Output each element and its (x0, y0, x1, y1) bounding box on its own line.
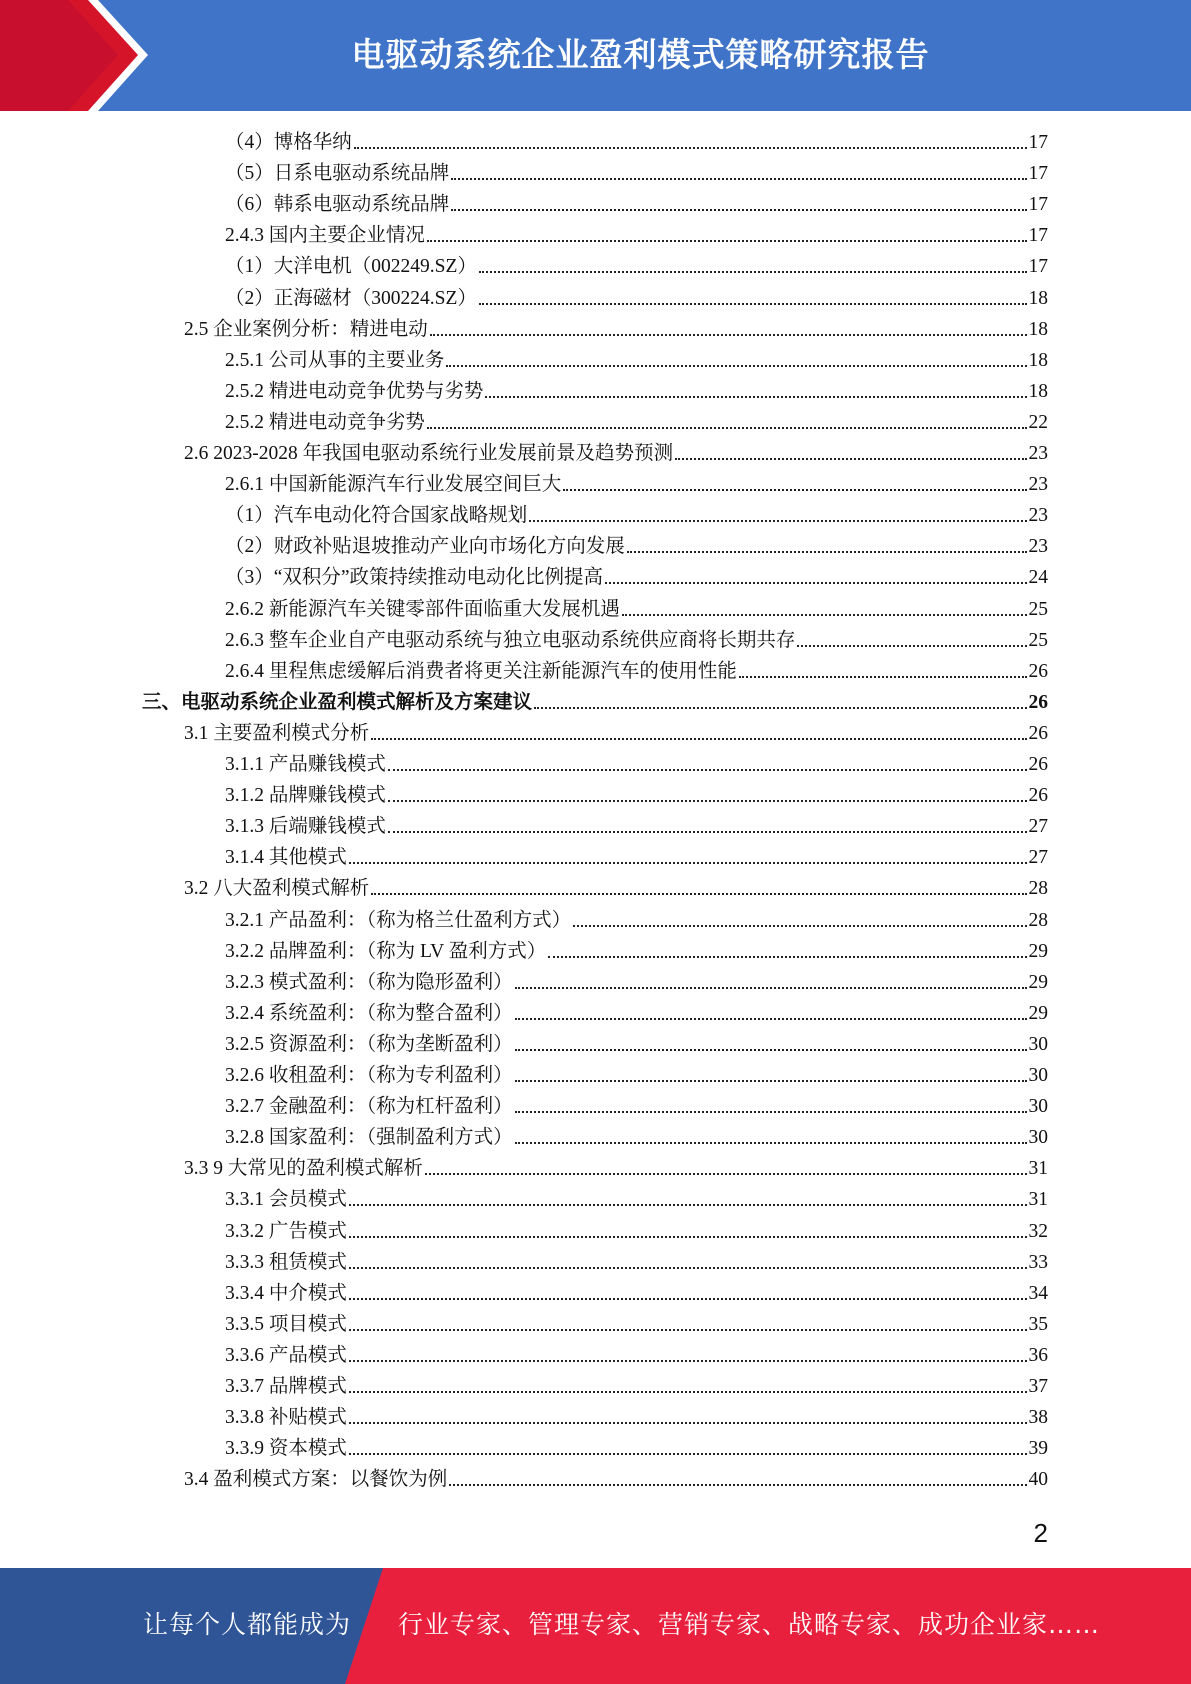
toc-dot-leader (739, 675, 1027, 678)
toc-entry-label: 2.5 企业案例分析：精进电动 (184, 318, 428, 340)
toc-entry-label: 2.6.1 中国新能源汽车行业发展空间巨大 (225, 474, 562, 496)
toc-entry-label: 2.6 2023-2028 年我国电驱动系统行业发展前景及趋势预测 (184, 443, 674, 464)
toc-entry[interactable] (225, 656, 1048, 687)
toc-entry[interactable] (225, 811, 1048, 842)
toc-entry[interactable] (225, 625, 1048, 656)
toc-entry-page: 23 (1028, 443, 1048, 464)
toc-dot-leader (388, 830, 1027, 833)
toc-entry-page: 37 (1028, 1376, 1048, 1397)
toc-dot-leader (675, 457, 1026, 460)
toc-entry[interactable] (225, 1216, 1048, 1247)
toc-entry-label: （4）博格华纳 (225, 132, 352, 153)
toc-entry[interactable] (225, 376, 1048, 407)
toc-entry-page: 26 (1028, 754, 1048, 775)
toc-entry[interactable] (225, 842, 1048, 873)
toc-entry-label: 2.6.4 里程焦虑缓解后消费者将更关注新能源汽车的使用性能 (225, 660, 737, 682)
toc-entry[interactable] (225, 967, 1048, 998)
toc-entry-label: （6）韩系电驱动系统品牌 (225, 194, 450, 216)
toc-entry[interactable] (225, 594, 1048, 625)
toc-entry[interactable] (225, 1340, 1048, 1371)
toc-entry[interactable] (184, 438, 1048, 469)
toc-entry-page: 25 (1028, 598, 1048, 620)
toc-dot-leader (349, 1328, 1027, 1331)
toc-dot-leader (605, 581, 1026, 584)
toc-entry-page: 32 (1028, 1220, 1048, 1242)
toc-entry[interactable] (225, 1309, 1048, 1340)
toc-entry-page: 29 (1028, 1002, 1048, 1024)
toc-dot-leader (515, 1048, 1027, 1051)
toc-entry-page: 23 (1028, 474, 1048, 496)
toc-dot-leader (349, 1203, 1027, 1206)
toc-dot-leader (349, 1452, 1027, 1455)
toc-entry-page: 24 (1028, 567, 1048, 589)
footer-slogan-left: 让每个人都能成为 (143, 1610, 352, 1639)
toc-entry-label: 3.3.9 资本模式 (225, 1438, 347, 1460)
toc-entry-label: 3.3.6 产品模式 (225, 1344, 347, 1366)
toc-entry-label: 2.5.2 精进电动竞争劣势 (225, 411, 425, 433)
toc-entry-page: 18 (1028, 318, 1048, 340)
toc-dot-leader (534, 706, 1026, 709)
toc-dot-leader (451, 177, 1026, 180)
toc-entry[interactable] (225, 251, 1048, 282)
toc-entry[interactable] (225, 1060, 1048, 1091)
toc-entry-label: 2.6.2 新能源汽车关键零部件面临重大发展机遇 (225, 598, 620, 620)
toc-dot-leader (515, 1110, 1027, 1113)
page-number: 2 (1033, 1518, 1048, 1548)
toc-dot-leader (354, 146, 1027, 149)
toc-entry-page: 35 (1028, 1313, 1048, 1335)
toc-entry[interactable] (225, 127, 1048, 158)
toc-entry[interactable] (225, 1122, 1048, 1153)
toc-dot-leader (515, 1141, 1027, 1144)
toc-dot-leader (446, 364, 1026, 367)
toc-dot-leader (449, 1483, 1026, 1486)
toc-entry[interactable] (225, 407, 1048, 438)
toc-entry-label: 3.3.7 品牌模式 (225, 1376, 347, 1397)
toc-entry-page: 17 (1028, 163, 1048, 185)
toc-entry-label: 2.6.3 整车企业自产电驱动系统与独立电驱动系统供应商将长期共存 (225, 629, 796, 651)
toc-entry-label: 3.2.6 收租盈利：（称为专利盈利） (225, 1065, 513, 1086)
toc-dot-leader (622, 613, 1027, 616)
toc-entry[interactable] (225, 1091, 1048, 1122)
toc-entry-label: 3.1.4 其他模式 (225, 847, 347, 869)
toc-entry[interactable] (225, 283, 1048, 314)
toc-entry-page: 17 (1028, 132, 1048, 153)
toc-entry[interactable] (225, 1029, 1048, 1060)
toc-dot-leader (427, 426, 1027, 429)
toc-entry[interactable] (225, 500, 1048, 531)
toc-entry-page: 29 (1028, 940, 1048, 962)
footer-slogan-right: 行业专家、管理专家、营销专家、战略专家、成功企业家…… (398, 1610, 1101, 1639)
toc-entry-page: 30 (1028, 1033, 1048, 1055)
toc-dot-leader (627, 550, 1027, 553)
toc-dot-leader (515, 1079, 1027, 1082)
toc-entry-page: 30 (1028, 1096, 1048, 1118)
toc-entry-label: 3.3.8 补贴模式 (225, 1407, 347, 1429)
toc-entry-page: 33 (1028, 1251, 1048, 1273)
toc-entry-label: 2.5.2 精进电动竞争优势与劣势 (225, 380, 484, 402)
toc-entry[interactable] (225, 220, 1048, 251)
toc-entry-page: 17 (1028, 256, 1048, 278)
toc-entry-page: 27 (1028, 816, 1048, 838)
toc-entry-label: 3.3 9 大常见的盈利模式解析 (184, 1158, 423, 1180)
toc-entry-label: 3.3.2 广告模式 (225, 1220, 347, 1242)
toc-entry-page: 40 (1028, 1469, 1048, 1491)
toc-entry[interactable] (225, 189, 1048, 220)
toc-dot-leader (349, 1421, 1027, 1424)
toc-dot-leader (451, 208, 1026, 211)
toc-dot-leader (430, 333, 1027, 336)
toc-entry-page: 26 (1028, 660, 1048, 682)
toc-entry[interactable] (184, 873, 1048, 904)
toc-entry-label: 三、电驱动系统企业盈利模式解析及方案建议 (142, 691, 533, 713)
toc-entry-label: （1）汽车电动化符合国家战略规划 (225, 505, 528, 527)
report-title: 电驱动系统企业盈利模式策略研究报告 (351, 35, 930, 74)
toc-entry-label: 3.1.3 后端赚钱模式 (225, 816, 386, 838)
toc-entry[interactable] (184, 1153, 1048, 1184)
toc-dot-leader (349, 1235, 1027, 1238)
toc-dot-leader (425, 1172, 1027, 1175)
toc-entry-page: 25 (1028, 629, 1048, 651)
toc-dot-leader (485, 395, 1026, 398)
toc-entry-page: 22 (1028, 411, 1048, 433)
toc-entry-label: 3.3.5 项目模式 (225, 1313, 347, 1335)
toc-entry[interactable] (184, 1464, 1048, 1495)
toc-dot-leader (548, 955, 1026, 958)
toc-entry-page: 28 (1028, 878, 1048, 900)
toc-entry-page: 31 (1028, 1158, 1048, 1180)
toc-dot-leader (349, 1390, 1027, 1393)
toc-entry-page: 26 (1028, 722, 1048, 744)
toc-entry-label: 3.2 八大盈利模式解析 (184, 878, 370, 900)
page-header (0, 0, 1191, 111)
toc-entry-page: 18 (1028, 349, 1048, 371)
toc-entry-page: 17 (1028, 194, 1048, 216)
toc-entry[interactable] (225, 1247, 1048, 1278)
toc-dot-leader (349, 1297, 1027, 1300)
toc-entry-label: （5）日系电驱动系统品牌 (225, 163, 450, 185)
toc-entry-label: 3.1 主要盈利模式分析 (184, 722, 370, 744)
toc-entry-label: 3.1.1 产品赚钱模式 (225, 754, 386, 775)
toc-entry-label: 3.1.2 品牌赚钱模式 (225, 785, 386, 807)
toc-dot-leader (479, 302, 1027, 305)
toc-entry-label: （3）“双积分”政策持续推动电动化比例提高 (225, 567, 604, 589)
toc-entry[interactable] (225, 749, 1048, 780)
toc-entry-page: 31 (1028, 1189, 1048, 1211)
toc-entry-page: 34 (1028, 1282, 1048, 1304)
toc-entry-label: 3.2.2 品牌盈利：（称为 LV 盈利方式） (225, 940, 547, 962)
toc-entry-page: 23 (1028, 505, 1048, 527)
toc-entry[interactable] (225, 936, 1048, 967)
toc-entry[interactable] (225, 780, 1048, 811)
toc-entry-page: 28 (1028, 909, 1048, 931)
toc-entry-label: （1）大洋电机（002249.SZ） (225, 256, 477, 278)
toc-dot-leader (371, 892, 1026, 895)
toc-entry-page: 39 (1028, 1438, 1048, 1460)
toc-entry-label: 3.2.1 产品盈利：（称为格兰仕盈利方式） (225, 909, 572, 931)
toc-entry-label: （2）正海磁材（300224.SZ） (225, 287, 477, 309)
toc-entry-label: 3.2.5 资源盈利：（称为垄断盈利） (225, 1033, 513, 1055)
toc-entry-label: 3.3.3 租赁模式 (225, 1251, 347, 1273)
toc-entry-page: 29 (1028, 971, 1048, 993)
toc-dot-leader (388, 799, 1027, 802)
toc-entry-page: 17 (1028, 225, 1048, 247)
toc-entry[interactable] (184, 314, 1048, 345)
toc-entry[interactable] (225, 1278, 1048, 1309)
toc-entry-page: 36 (1028, 1344, 1048, 1366)
toc-entry-page: 18 (1028, 287, 1048, 309)
toc-entry-page: 30 (1028, 1127, 1048, 1149)
toc-entry-page: 26 (1028, 691, 1048, 713)
toc-dot-leader (427, 239, 1027, 242)
toc-entry-page: 27 (1028, 847, 1048, 869)
toc-entry[interactable] (225, 469, 1048, 500)
toc-dot-leader (371, 737, 1026, 740)
toc-entry[interactable] (225, 1402, 1048, 1433)
toc-entry-page: 38 (1028, 1407, 1048, 1429)
toc-dot-leader (388, 768, 1027, 771)
page-footer (0, 1568, 1191, 1684)
toc-dot-leader (515, 986, 1027, 989)
toc-entry[interactable] (225, 562, 1048, 593)
toc-entry[interactable] (225, 1433, 1048, 1464)
toc-entry-label: （2）财政补贴退坡推动产业向市场化方向发展 (225, 536, 625, 558)
toc-dot-leader (563, 488, 1026, 491)
toc-entry-label: 3.2.7 金融盈利：（称为杠杆盈利） (225, 1096, 513, 1118)
toc-entry-label: 3.2.3 模式盈利：（称为隐形盈利） (225, 971, 513, 993)
toc-entry[interactable] (225, 1371, 1048, 1402)
toc-entry[interactable] (225, 345, 1048, 376)
toc-entry-label: 3.2.4 系统盈利：（称为整合盈利） (225, 1002, 513, 1024)
toc-dot-leader (573, 924, 1026, 927)
toc-entry-page: 30 (1028, 1065, 1048, 1086)
toc-entry[interactable] (184, 718, 1048, 749)
toc-dot-leader (529, 519, 1026, 522)
toc-dot-leader (349, 1359, 1027, 1362)
toc-entry-page: 26 (1028, 785, 1048, 807)
toc-entry[interactable] (225, 998, 1048, 1029)
toc-entry-label: 2.4.3 国内主要企业情况 (225, 225, 425, 247)
toc-entry-label: 3.3.4 中介模式 (225, 1282, 347, 1304)
toc-dot-leader (797, 644, 1026, 647)
toc-entry[interactable] (225, 158, 1048, 189)
toc-entry-label: 3.4 盈利模式方案：以餐饮为例 (184, 1469, 448, 1491)
toc-entry-label: 3.3.1 会员模式 (225, 1189, 347, 1211)
toc-entry[interactable] (142, 687, 1048, 718)
toc-entry-page: 23 (1028, 536, 1048, 558)
toc-entry[interactable] (225, 905, 1048, 936)
toc-dot-leader (349, 861, 1027, 864)
toc-entry[interactable] (225, 1184, 1048, 1215)
toc-dot-leader (479, 270, 1027, 273)
toc-entry-label: 2.5.1 公司从事的主要业务 (225, 349, 445, 371)
toc-entry[interactable] (225, 531, 1048, 562)
toc-dot-leader (515, 1017, 1027, 1020)
toc-entry-page: 18 (1028, 380, 1048, 402)
toc-entry-label: 3.2.8 国家盈利：（强制盈利方式） (225, 1127, 513, 1149)
toc-dot-leader (349, 1266, 1027, 1269)
